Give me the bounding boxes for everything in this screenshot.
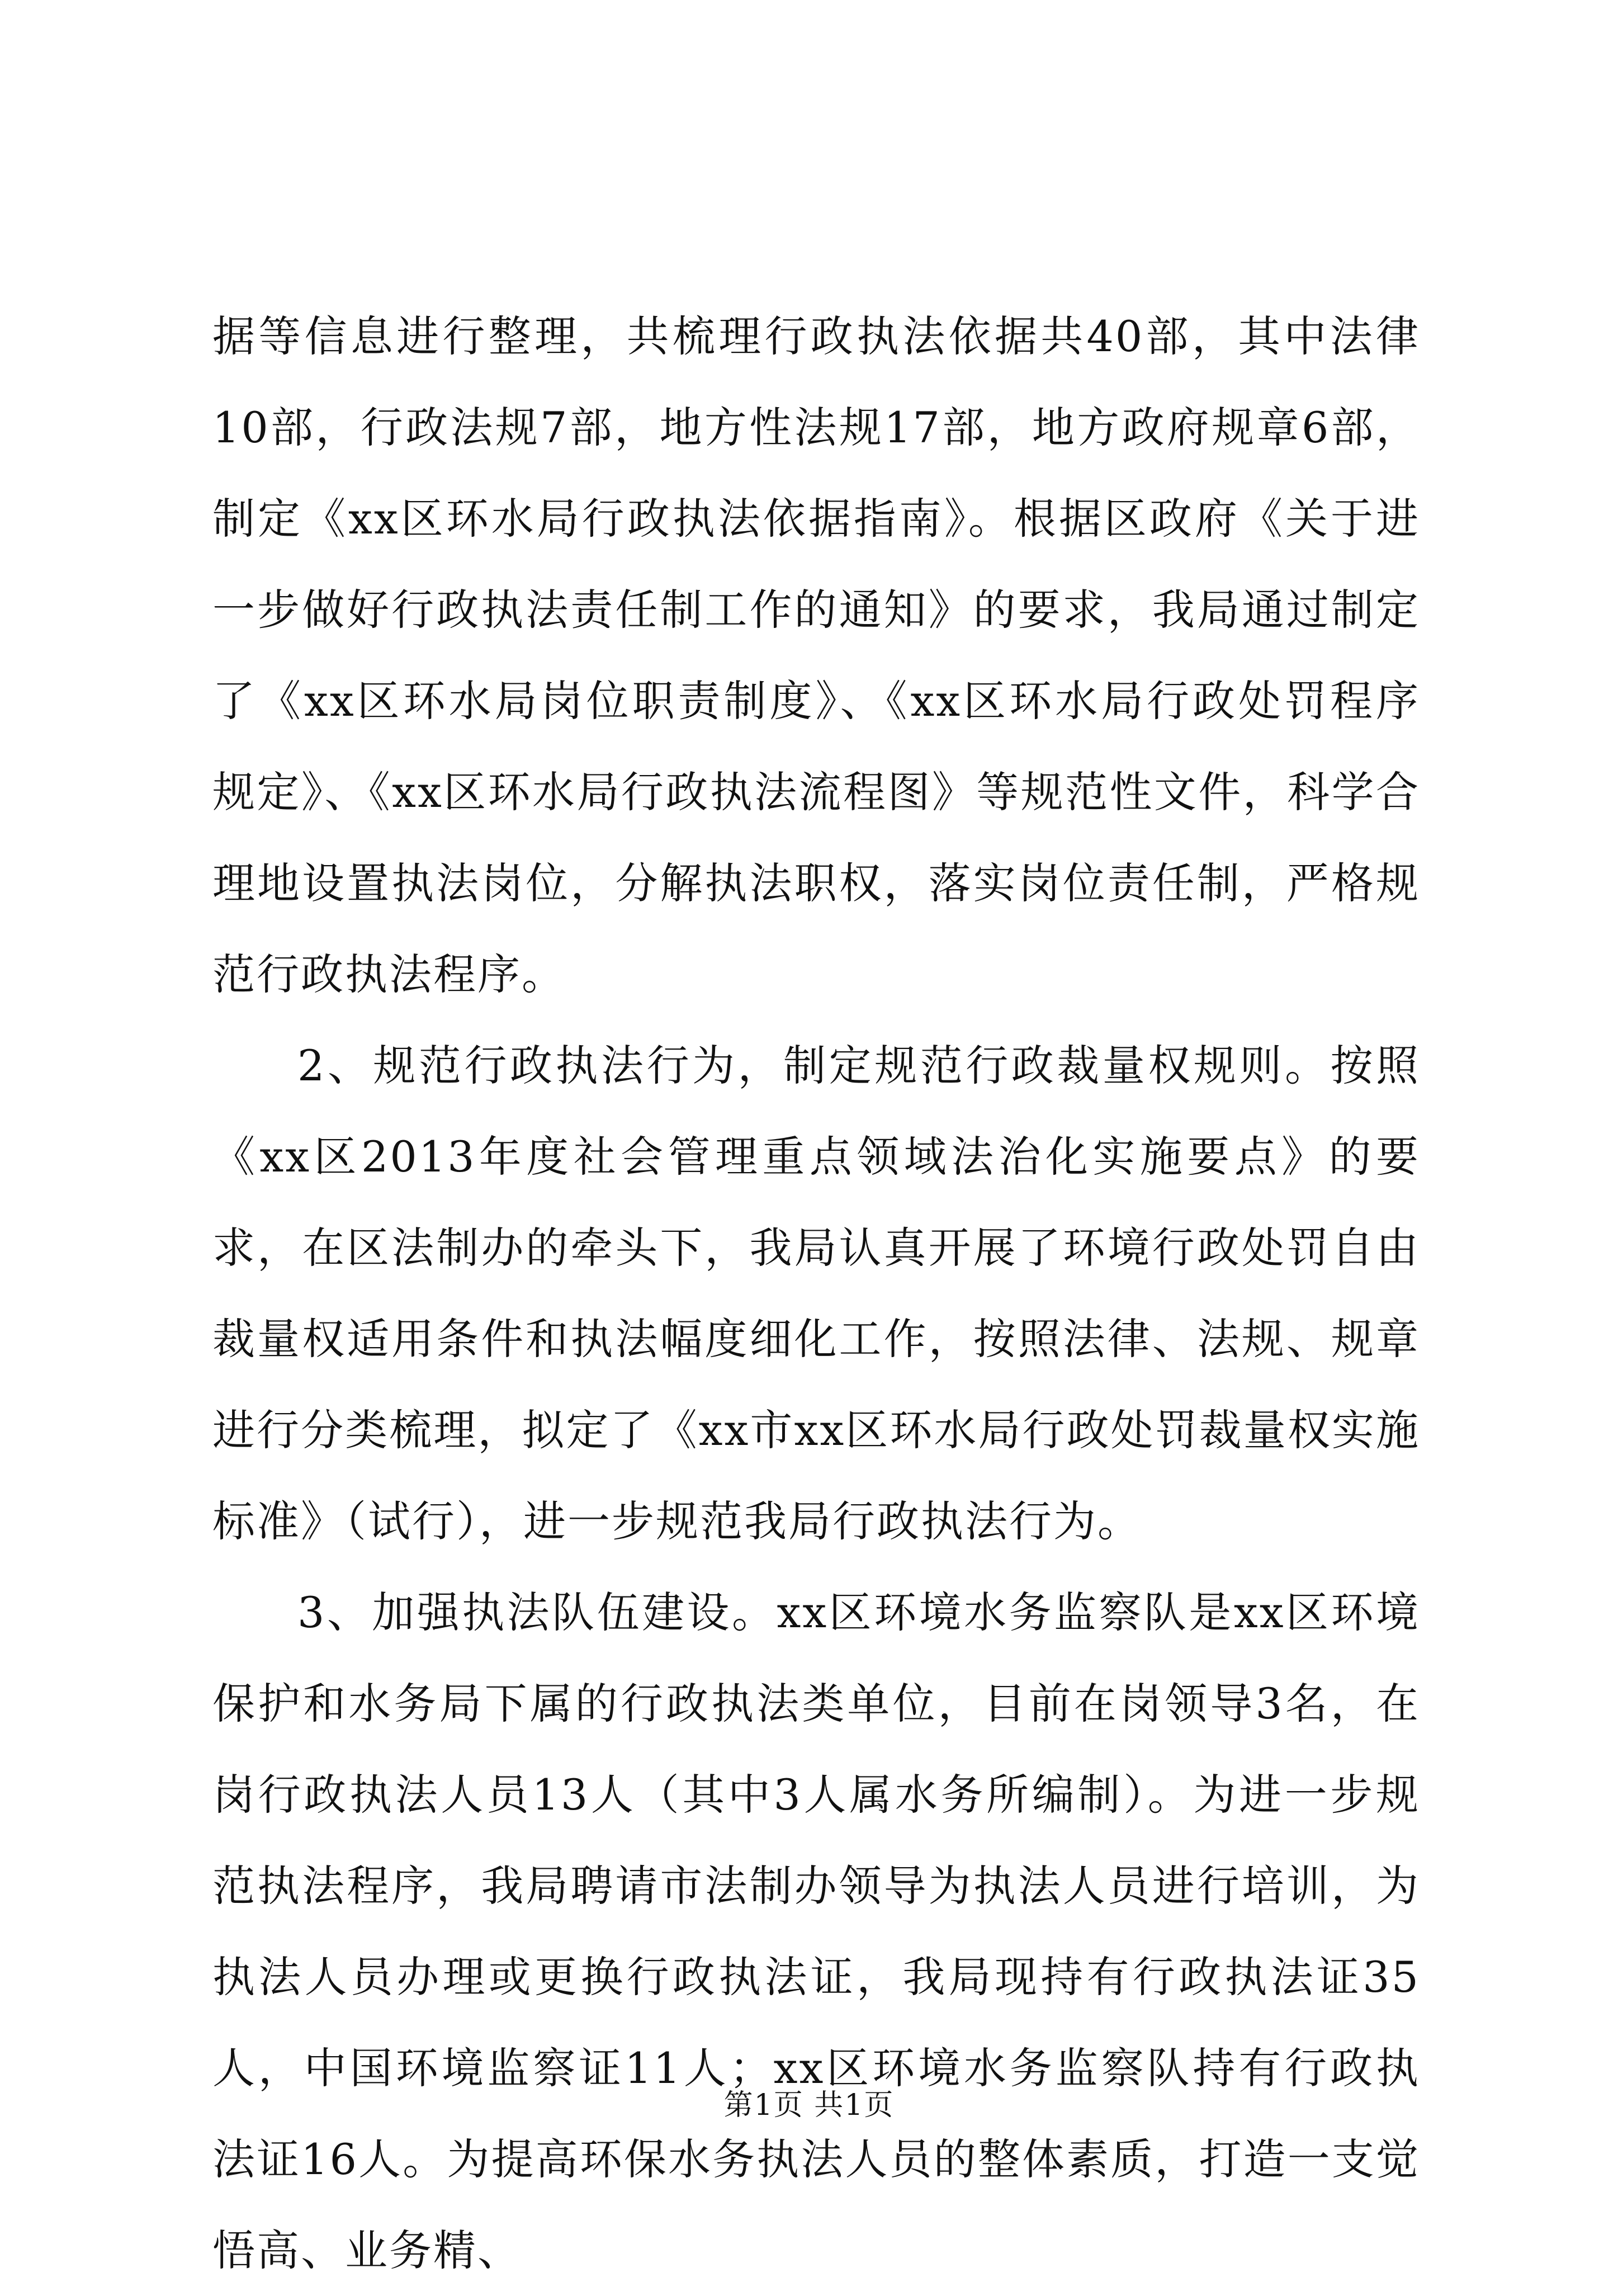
document-body: [212, 291, 1420, 2296]
paragraph-item-3: 3、加强执法队伍建设。xx区环境水务监察队是xx区环境保护和水务局下属的行政执法类单位，目前在岗领导3名，在岗行政执法人员13人（其中3人属水务所编制）。为进一步规范执法程序，我局聘请市法制办领导为执法人员进行培训，为执法人员办理或更换行政执法证，我局现持有行政执法证35人，中国环境监察证11人；xx区环境水务监察队持有行政执法证16人。为提高环保水务执法人员的整体素质，打造一支觉悟高、业务精、: [212, 1588, 1420, 2275]
page-footer: 第1页 共1页: [723, 2089, 895, 2122]
paragraph-item-2: 2、规范行政执法行为，制定规范行政裁量权规则。按照《xx区2013年度社会管理重点领域法治化实施要点》的要求，在区法制办的牵头下，我局认真开展了环境行政处罚自由裁量权适用条件和执法幅度细化工作，按照法律、法规、规章进行分类梳理，拟定了《xx市xx区环水局行政处罚裁量权实施标准》（试行），进一步规范我局行政执法行为。: [212, 1041, 1420, 1546]
paragraph-continued: 据等信息进行整理，共梳理行政执法依据共40部，其中法律10部，行政法规7部，地方性法规17部，地方政府规章6部，制定《xx区环水局行政执法依据指南》。根据区政府《关于进一步做好行政执法责任制工作的通知》的要求，我局通过制定了《xx区环水局岗位职责制度》、《xx区环水局行政处罚程序规定》、《xx区环水局行政执法流程图》等规范性文件，科学合理地设置执法岗位，分解执法职权，落实岗位责任制，严格规范行政执法程序。: [212, 311, 1420, 999]
